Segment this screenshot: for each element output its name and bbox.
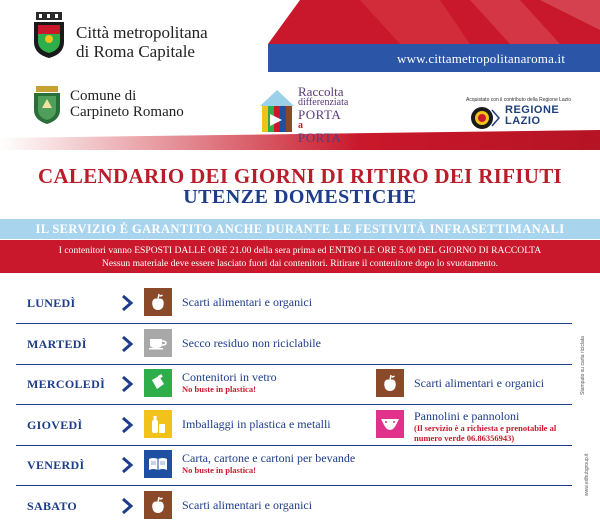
schedule-row [16,283,572,323]
comune-line2: Carpineto Romano [70,104,184,120]
raccolta-title [298,85,348,144]
chevron-right-icon [120,334,134,354]
waste-note: (Il servizio è a richiesta e prenotabile al numero verde 06.86356943) [414,422,557,443]
waste-note: No buste in plastica! [182,465,256,475]
day-label: MERCOLEDÌ [27,377,106,391]
comune-line1: Comune di [70,88,137,104]
waste-label [182,499,312,512]
service-banner: IL SERVIZIO È GARANTITO ANCHE DURANTE LE FESTIVITÀ INFRASETTIMANALI [0,219,600,239]
lazio-line1: REGIONE [505,104,560,116]
waste-label [182,337,321,350]
schedule-row [16,324,572,364]
day-label: MARTEDÌ [27,336,87,351]
lazio-line2: LAZIO [505,115,541,127]
comune-name [70,88,184,120]
waste-type: Secco residuo non riciclabile [182,335,321,350]
schedule-row [16,486,572,526]
waste-type: Contenitori in vetro [182,370,277,384]
raccolta-line1: Raccolta [298,84,344,99]
chevron-right-icon [120,293,134,313]
waste-label [414,410,574,443]
website-link[interactable]: www.cittametropolitanaroma.it [397,51,566,66]
raccolta-line4: PORTA [298,130,342,145]
lazio-emblem-icon [470,106,500,130]
paper-icon [144,450,172,478]
waste-type: Carta, cartone e cartoni per bevande [182,451,356,465]
raccolta-house-icon [258,88,296,134]
notice-box [0,240,600,273]
header [0,0,600,150]
chevron-right-icon [120,455,134,475]
day-label: LUNEDÌ [27,296,76,310]
waste-label [182,371,277,394]
waste-type: Imballaggi in plastica e metalli [182,416,331,431]
metro-name [76,23,208,61]
day-label: VENERDÌ [27,458,85,472]
waste-type: Scarti alimentari e organici [414,376,545,390]
chevron-right-icon [120,415,134,435]
residual-icon [144,329,172,357]
waste-note: No buste in plastica! [182,384,256,394]
glass-icon [144,369,172,397]
waste-label [414,377,544,390]
organic-icon [376,369,404,397]
chevron-right-icon [120,374,134,394]
page-subtitle: UTENZE DOMESTICHE [183,186,417,208]
comune-crest-icon [32,86,62,124]
raccolta-a: a [298,120,303,131]
diaper-icon [376,410,404,438]
waste-type: Scarti alimentari e organici [182,497,313,512]
notice-line1: I contenitori vanno ESPOSTI DALLE ORE 21.00 della sera prima ed ENTRO LE ORE 5.00 DEL GIORNO DI RACCOLTA [58,245,542,256]
page-title: CALENDARIO DEI GIORNI DI RITIRO DEI RIFIUTI [38,164,562,188]
metro-line2: di Roma Capitale [76,42,195,61]
waste-type: Pannolini e pannoloni [414,408,520,423]
notice-line2: Nessun materiale deve essere lasciato fuori dai contenitori. Ritirare il contenitore dopo lo svuotamento. [101,258,499,269]
printer-note: www.edhubgroup.it [584,453,590,496]
lazio-contribution-note: Acquistato con il contributo della Regione Lazio [466,97,572,103]
plastic-icon [144,410,172,438]
day-label: GIOVEDÌ [27,417,83,432]
waste-label [182,418,331,431]
raccolta-line3: PORTA [298,107,342,122]
waste-label [182,452,355,475]
organic-icon [144,288,172,316]
day-label: SABATO [27,498,78,513]
recycled-paper-note: Stampato su carta riciclata [580,336,586,395]
metro-line1: Città metropolitana [76,23,208,42]
schedule-row [16,364,572,404]
schedule-row [16,445,572,485]
raccolta-line2: differenziata [298,97,349,108]
waste-type: Scarti alimentari e organici [182,295,313,309]
organic-icon [144,491,172,519]
lazio-name [505,105,559,127]
metro-crest-icon [30,12,68,58]
waste-label [182,296,312,309]
schedule-row [16,405,572,445]
chevron-right-icon [120,496,134,516]
